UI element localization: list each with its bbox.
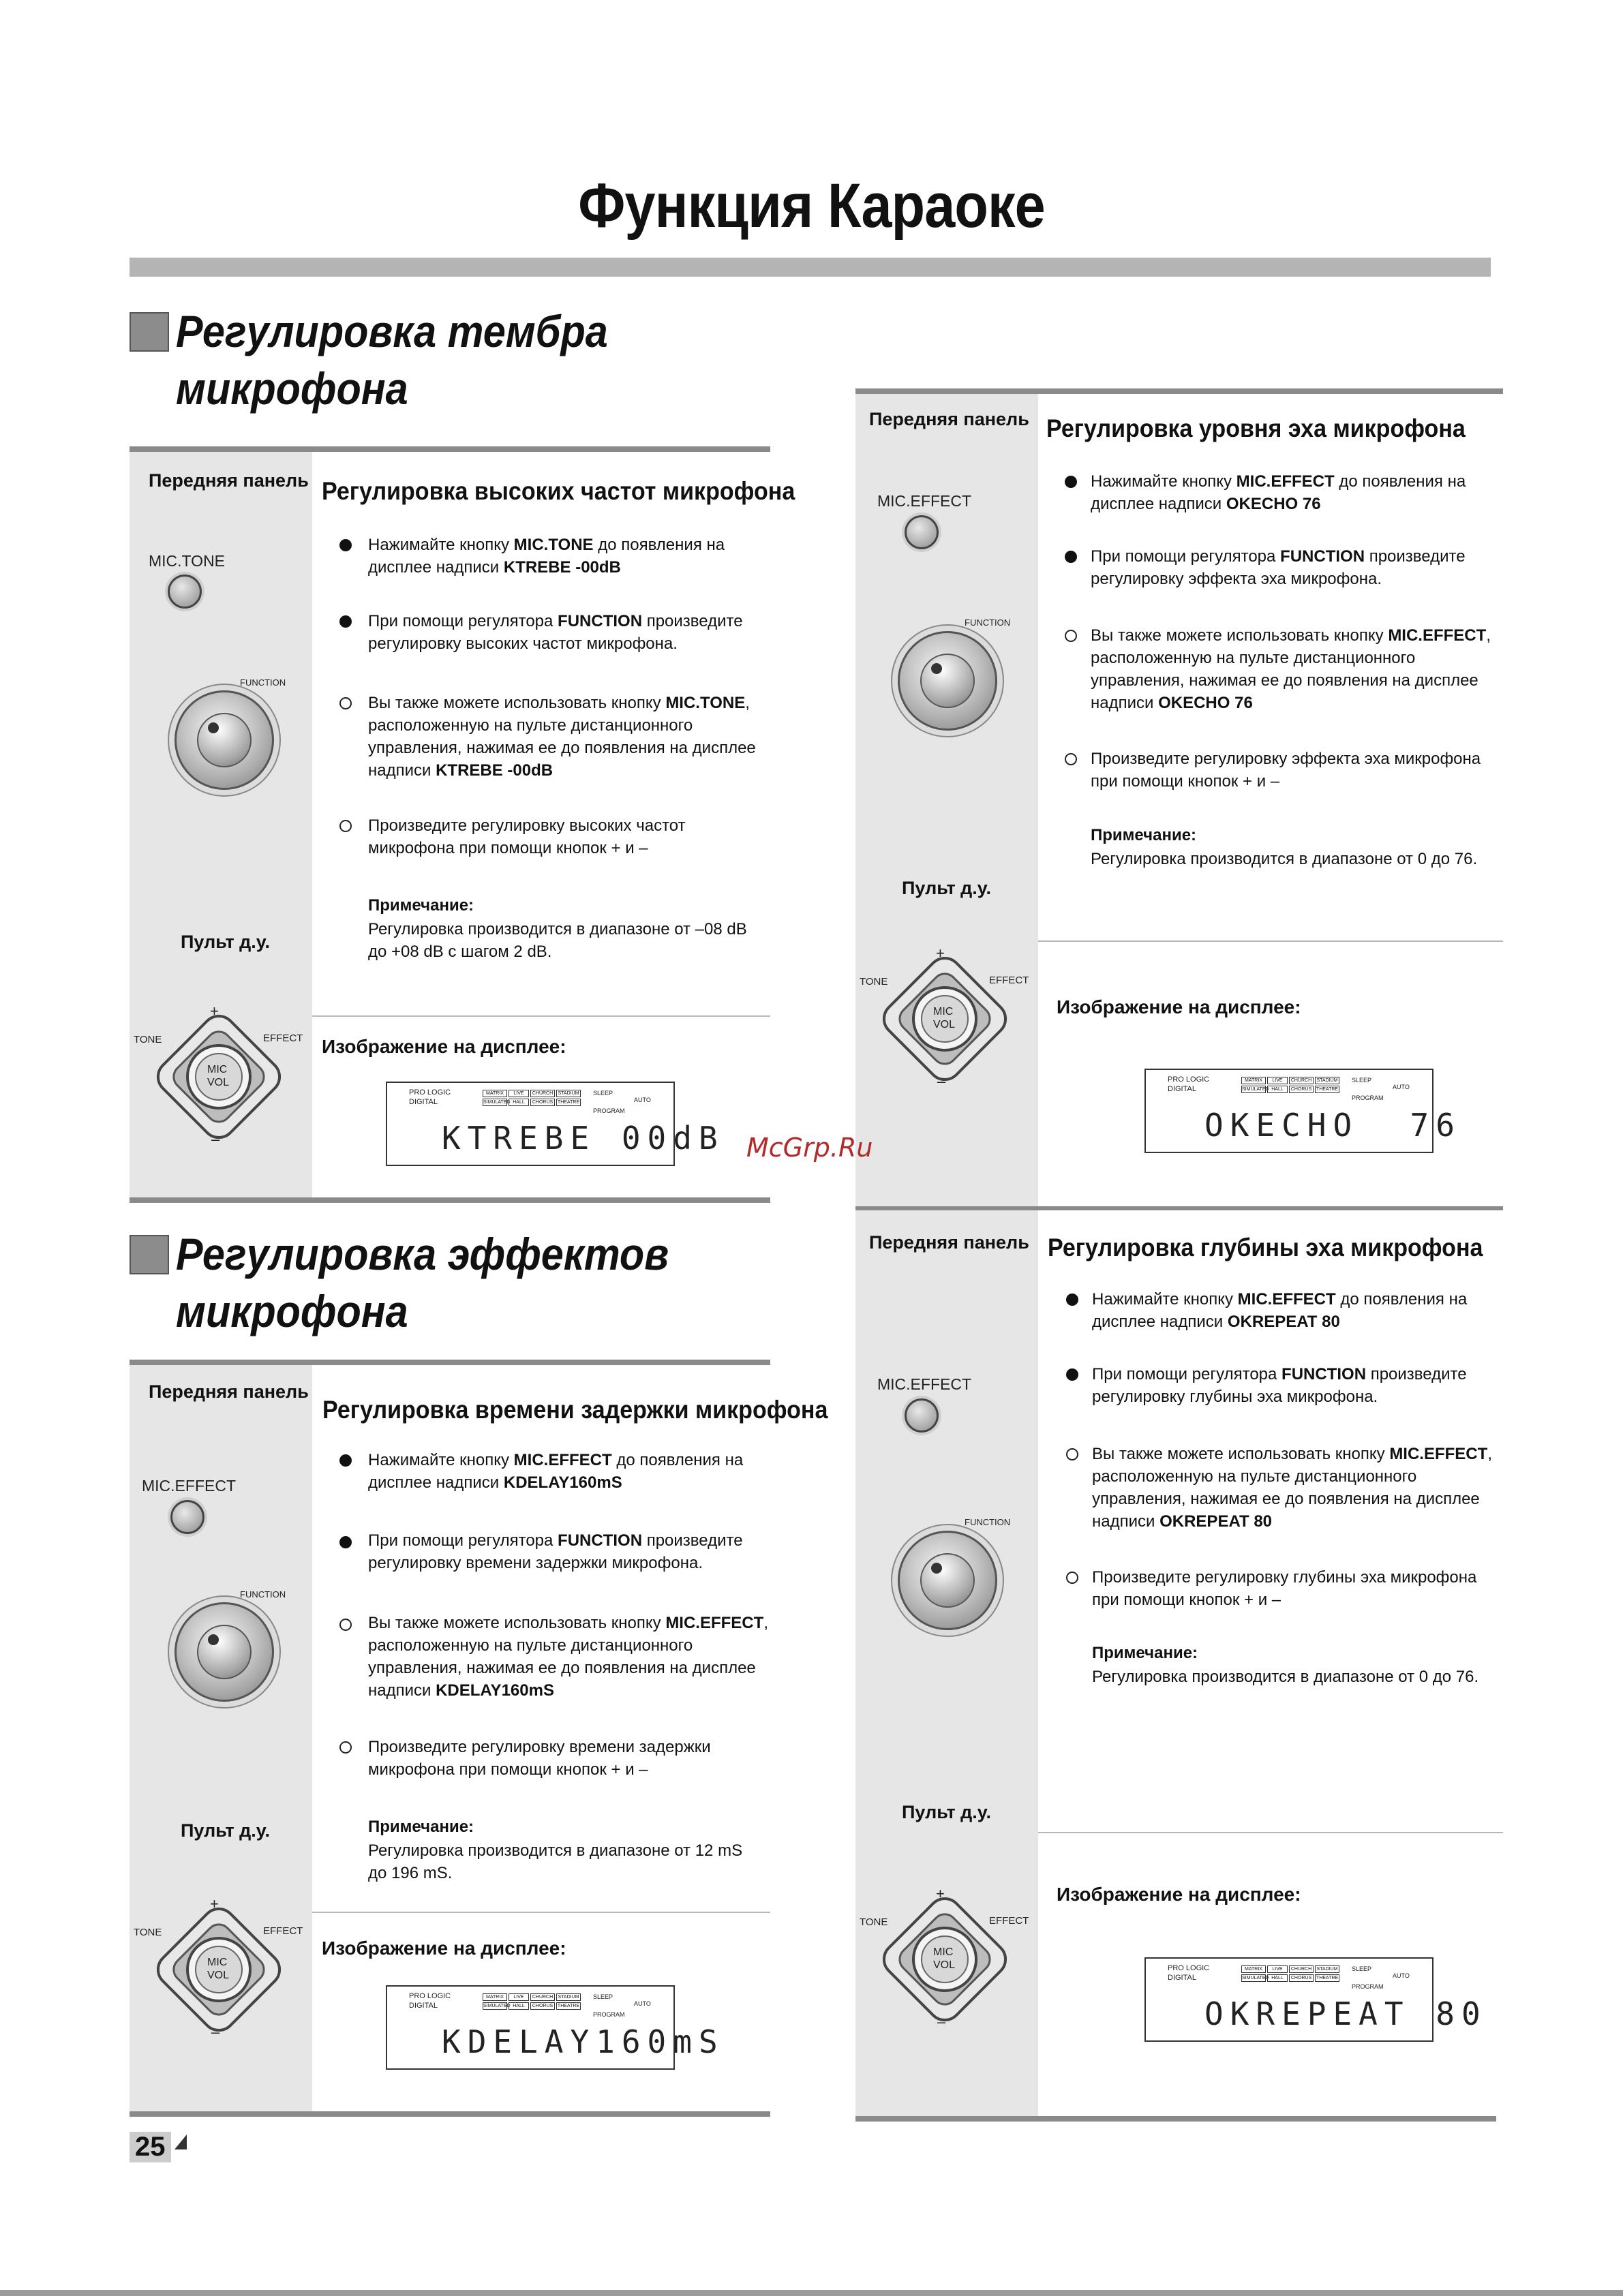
note-text: Регулировка производится в диапазоне от 12 mS до 196 mS. [368, 1841, 743, 1882]
remote-control [134, 1891, 303, 2048]
bullet [339, 1536, 352, 1548]
display-label: Изображение на дисплее: [1057, 1884, 1301, 1905]
minus-label[interactable]: – [211, 2023, 220, 2040]
lcd-indicator: THEATRE [1316, 1087, 1339, 1092]
function-label: FUNCTION [965, 617, 1011, 628]
bullet-open [1065, 630, 1077, 642]
remote-control [134, 998, 303, 1155]
page-corner-mark [175, 2134, 187, 2149]
vol-label[interactable]: VOL [207, 1077, 230, 1088]
lcd-indicator: THEATRE [557, 1100, 580, 1105]
tone-label[interactable]: TONE [134, 1034, 162, 1045]
front-panel-label: Передняя панель [869, 409, 1029, 429]
plus-label[interactable]: + [936, 945, 945, 962]
mic-tone-label: MIC.TONE [149, 552, 226, 570]
tone-label[interactable]: TONE [860, 976, 888, 988]
block-bottom-rule [855, 2116, 1496, 2122]
page-title: Функция Караоке [578, 171, 1045, 241]
lcd-program: PROGRAM [1352, 1095, 1384, 1101]
section-heading-line: Регулировка эффектов [176, 1229, 669, 1279]
minus-label[interactable]: – [937, 1073, 946, 1090]
lcd-readout: OKREPEAT 80 [1204, 1995, 1487, 2032]
instruction-item: Нажимайте кнопку MIC.EFFECT до появления на дисплее надписи OKECHO 76 [1091, 472, 1466, 513]
lcd-sleep: SLEEP [1352, 1965, 1372, 1972]
bullet-open [339, 697, 352, 709]
lcd-indicator: CHORUS [1289, 1974, 1314, 1982]
vol-label[interactable]: VOL [933, 1959, 956, 1971]
bullet [339, 539, 352, 551]
lcd-auto: AUTO [1393, 1084, 1410, 1090]
block-treble [130, 446, 795, 1203]
tone-label[interactable]: TONE [134, 1927, 162, 1938]
lcd-readout: OKECHO 76 [1204, 1107, 1461, 1144]
block-title: Регулировка глубины эха микрофона [1048, 1234, 1483, 1261]
block-top-rule [130, 1360, 770, 1365]
remote-control [860, 940, 1029, 1097]
effect-label[interactable]: EFFECT [989, 1915, 1029, 1927]
instruction-item: Вы также можете использовать кнопку MIC.EFFECT, расположенную на пульте дистанционного управления, нажимая ее до появления на дисплее надписи OKREPEAT 80 [1092, 1445, 1492, 1531]
lcd-auto: AUTO [634, 1097, 651, 1103]
knob-inner [920, 654, 975, 708]
block-top-rule [130, 446, 770, 452]
plus-label[interactable]: + [936, 1885, 945, 1902]
mic-effect-label: MIC.EFFECT [142, 1477, 236, 1495]
section-heading-line: микрофона [176, 1286, 408, 1336]
bullet-open [339, 820, 352, 832]
instruction-item: При помощи регулятора FUNCTION произведите регулировку эффекта эха микрофона. [1091, 547, 1466, 588]
lcd-indicator: SIMULATED [483, 1100, 511, 1105]
display-divider [312, 1015, 770, 1017]
instruction-item: При помощи регулятора FUNCTION произведите регулировку времени задержки микрофона. [368, 1531, 743, 1572]
instruction-item: Произведите регулировку времени задержки микрофона при помощи кнопок + и – [368, 1738, 711, 1779]
display-label: Изображение на дисплее: [1057, 996, 1301, 1017]
function-label: FUNCTION [965, 1517, 1011, 1527]
minus-label[interactable]: – [937, 2013, 946, 2030]
lcd-pro-logic: PRO LOGIC [1168, 1964, 1210, 1972]
bullet-open [1065, 753, 1077, 765]
front-panel-label: Передняя панель [149, 470, 309, 491]
lcd-indicator: HALL [509, 2002, 529, 2010]
lcd-indicator: THEATRE [1316, 1976, 1339, 1980]
note-title: Примечание: [368, 1818, 474, 1836]
note-text: Регулировка производится в диапазоне от 0 до 76. [1092, 1668, 1479, 1686]
section-heading-effects [176, 1225, 669, 1340]
lcd-readout: KDELAY160mS [442, 2023, 725, 2060]
lcd-auto: AUTO [634, 2000, 651, 2007]
remote-control [860, 1881, 1029, 2038]
block-title: Регулировка времени задержки микрофона [322, 1396, 828, 1424]
vol-label[interactable]: VOL [933, 1019, 956, 1030]
lcd-indicator: THEATRE [557, 2004, 580, 2008]
instruction-item: Вы также можете использовать кнопку MIC.EFFECT, расположенную на пульте дистанционного управления, нажимая ее до появления на дисплее надписи OKECHO 76 [1091, 626, 1491, 712]
block-delay [130, 1360, 828, 2117]
lcd-indicator: HALL [1267, 1974, 1288, 1982]
knob-inner [197, 713, 252, 767]
lcd-indicator: MATRIX [483, 1090, 507, 1097]
front-panel-label: Передняя панель [149, 1381, 309, 1402]
display-divider [1038, 1832, 1503, 1833]
instruction-item: Нажимайте кнопку MIC.EFFECT до появления на дисплее надписи OKREPEAT 80 [1092, 1290, 1468, 1331]
lcd-indicator: MATRIX [1241, 1965, 1266, 1973]
page-bottom-bar [0, 2290, 1623, 2296]
bullet-open [1066, 1572, 1078, 1584]
lcd-sleep: SLEEP [1352, 1077, 1372, 1084]
lcd-display [1144, 1069, 1461, 1153]
section-heading-line: Регулировка тембра [176, 306, 608, 356]
lcd-indicator: CHORUS [1289, 1086, 1314, 1093]
lcd-indicator: LIVE [509, 1993, 529, 2001]
lcd-indicator: STADIUM [556, 1090, 581, 1097]
mic-effect-label: MIC.EFFECT [877, 492, 971, 510]
block-echo-level [855, 388, 1503, 1211]
watermark: McGrp.Ru [746, 1133, 873, 1163]
note-title: Примечание: [1091, 826, 1197, 844]
lcd-indicator: MATRIX [1241, 1077, 1266, 1084]
section-marker [130, 1235, 169, 1274]
lcd-indicator: CHORUS [530, 2002, 555, 2010]
lcd-indicator: MATRIX [483, 1993, 507, 2001]
lcd-display [386, 1985, 725, 2070]
knob-indicator [931, 1563, 942, 1574]
lcd-auto: AUTO [1393, 1972, 1410, 1979]
bullet-open [1066, 1448, 1078, 1460]
front-panel-label: Передняя панель [869, 1232, 1029, 1253]
block-bottom-rule [130, 1197, 770, 1203]
lcd-digital: DIGITAL [1168, 1974, 1196, 1982]
lcd-indicator: LIVE [1267, 1965, 1288, 1973]
bullet [339, 615, 352, 628]
function-knob[interactable] [898, 631, 997, 731]
vol-label[interactable]: VOL [207, 1970, 230, 1981]
mic-label[interactable]: MIC [207, 1957, 228, 1968]
note-title: Примечание: [1092, 1644, 1198, 1662]
note-text: Регулировка производится в диапазоне от –08 dB до +08 dB с шагом 2 dB. [368, 920, 747, 961]
knob-indicator [208, 1634, 219, 1645]
instruction-item: Нажимайте кнопку MIC.TONE до появления на дисплее надписи KTREBE -00dB [368, 536, 725, 577]
function-knob[interactable] [898, 1531, 997, 1630]
display-label: Изображение на дисплее: [322, 1938, 566, 1959]
block-top-rule [855, 388, 1503, 394]
function-label: FUNCTION [240, 1589, 286, 1599]
lcd-indicator: HALL [1267, 1086, 1288, 1093]
lcd-indicator: CHURCH [1289, 1965, 1314, 1973]
knob-indicator [931, 663, 942, 674]
plus-label[interactable]: + [210, 1895, 219, 1912]
effect-label[interactable]: EFFECT [989, 975, 1029, 986]
remote-label: Пульт д.у. [181, 932, 270, 952]
lcd-indicator: LIVE [509, 1090, 529, 1097]
mic-label[interactable]: MIC [933, 1946, 954, 1958]
lcd-indicator: STADIUM [1315, 1965, 1339, 1973]
instruction-item: При помощи регулятора FUNCTION произведите регулировку глубины эха микрофона. [1092, 1365, 1467, 1406]
display-divider [312, 1912, 770, 1913]
lcd-digital: DIGITAL [409, 2002, 438, 2010]
bullet [1066, 1368, 1078, 1381]
lcd-indicator: HALL [509, 1099, 529, 1106]
knob-inner [197, 1625, 252, 1679]
knob-inner [920, 1553, 975, 1608]
instruction-item: Нажимайте кнопку MIC.EFFECT до появления на дисплее надписи KDELAY160mS [368, 1451, 744, 1492]
knob-indicator [208, 722, 219, 733]
note-title: Примечание: [368, 896, 474, 915]
lcd-program: PROGRAM [593, 2011, 625, 2018]
instruction-item: Произведите регулировку эффекта эха микрофона при помощи кнопок + и – [1091, 750, 1481, 791]
lcd-sleep: SLEEP [593, 1993, 613, 2000]
lcd-indicator: SIMULATED [1242, 1976, 1269, 1980]
lcd-indicator: CHORUS [530, 1099, 555, 1106]
section-marker [130, 312, 169, 352]
display-label: Изображение на дисплее: [322, 1036, 566, 1057]
tone-label[interactable]: TONE [860, 1916, 888, 1928]
lcd-indicator: CHURCH [530, 1090, 555, 1097]
block-title: Регулировка уровня эха микрофона [1046, 414, 1466, 442]
bullet-open [339, 1741, 352, 1754]
lcd-pro-logic: PRO LOGIC [409, 1992, 451, 2000]
instruction-item: При помощи регулятора FUNCTION произведите регулировку высоких частот микрофона. [368, 612, 743, 653]
lcd-indicator: SIMULATED [1242, 1087, 1269, 1092]
minus-label[interactable]: – [211, 1131, 220, 1148]
function-knob[interactable] [175, 1602, 274, 1702]
bullet [1066, 1294, 1078, 1306]
lcd-program: PROGRAM [1352, 1983, 1384, 1990]
block-title: Регулировка высоких частот микрофона [322, 477, 795, 505]
section-heading-tone [176, 303, 608, 417]
effect-label[interactable]: EFFECT [263, 1925, 303, 1937]
lcd-indicator: SIMULATED [483, 2004, 511, 2008]
section-heading-line: микрофона [176, 363, 408, 414]
bullet [1065, 476, 1077, 488]
lcd-indicator: LIVE [1267, 1077, 1288, 1084]
bullet-open [339, 1619, 352, 1631]
mic-effect-button[interactable] [905, 515, 939, 549]
lcd-display [1144, 1957, 1487, 2042]
lcd-digital: DIGITAL [409, 1098, 438, 1106]
bullet [1065, 551, 1077, 563]
lcd-pro-logic: PRO LOGIC [409, 1088, 451, 1097]
instruction-item: Произведите регулировку глубины эха микрофона при помощи кнопок + и – [1092, 1568, 1477, 1609]
plus-label[interactable]: + [210, 1002, 219, 1020]
bullet [339, 1454, 352, 1467]
block-echo-depth [855, 1206, 1503, 2122]
mic-label[interactable]: MIC [933, 1006, 954, 1017]
lcd-program: PROGRAM [593, 1107, 625, 1114]
mic-effect-label: MIC.EFFECT [877, 1375, 971, 1393]
lcd-indicator: CHURCH [530, 1993, 555, 2001]
lcd-indicator: CHURCH [1289, 1077, 1314, 1084]
note-text: Регулировка производится в диапазоне от 0 до 76. [1091, 850, 1478, 868]
mic-label[interactable]: MIC [207, 1064, 228, 1075]
lcd-display [386, 1082, 725, 1166]
remote-label: Пульт д.у. [902, 1802, 991, 1822]
lcd-digital: DIGITAL [1168, 1085, 1196, 1093]
lcd-indicator: STADIUM [1315, 1077, 1339, 1084]
page-number: 25 [130, 2132, 171, 2162]
lcd-indicator: STADIUM [556, 1993, 581, 2001]
lcd-sleep: SLEEP [593, 1090, 613, 1097]
function-label: FUNCTION [240, 677, 286, 688]
title-bar [130, 258, 1491, 277]
block-bottom-rule [130, 2111, 770, 2117]
remote-label: Пульт д.у. [902, 878, 991, 898]
instruction-item: Вы также можете использовать кнопку MIC.TONE, расположенную на пульте дистанционного управления, нажимая ее до появления на дисплее надписи KTREBE -00dB [368, 694, 756, 780]
instruction-item: Произведите регулировку высоких частот микрофона при помощи кнопок + и – [368, 816, 686, 857]
lcd-pro-logic: PRO LOGIC [1168, 1075, 1210, 1084]
display-divider [1038, 940, 1503, 942]
remote-label: Пульт д.у. [181, 1820, 270, 1841]
mic-effect-button[interactable] [170, 1500, 204, 1534]
mic-tone-button[interactable] [168, 575, 202, 609]
instruction-item: Вы также можете использовать кнопку MIC.EFFECT, расположенную на пульте дистанционного управления, нажимая ее до появления на дисплее надписи KDELAY160mS [368, 1614, 768, 1700]
function-knob[interactable] [175, 690, 274, 790]
mic-effect-button[interactable] [905, 1398, 939, 1433]
lcd-readout: KTREBE 00dB [442, 1120, 725, 1157]
effect-label[interactable]: EFFECT [263, 1032, 303, 1044]
